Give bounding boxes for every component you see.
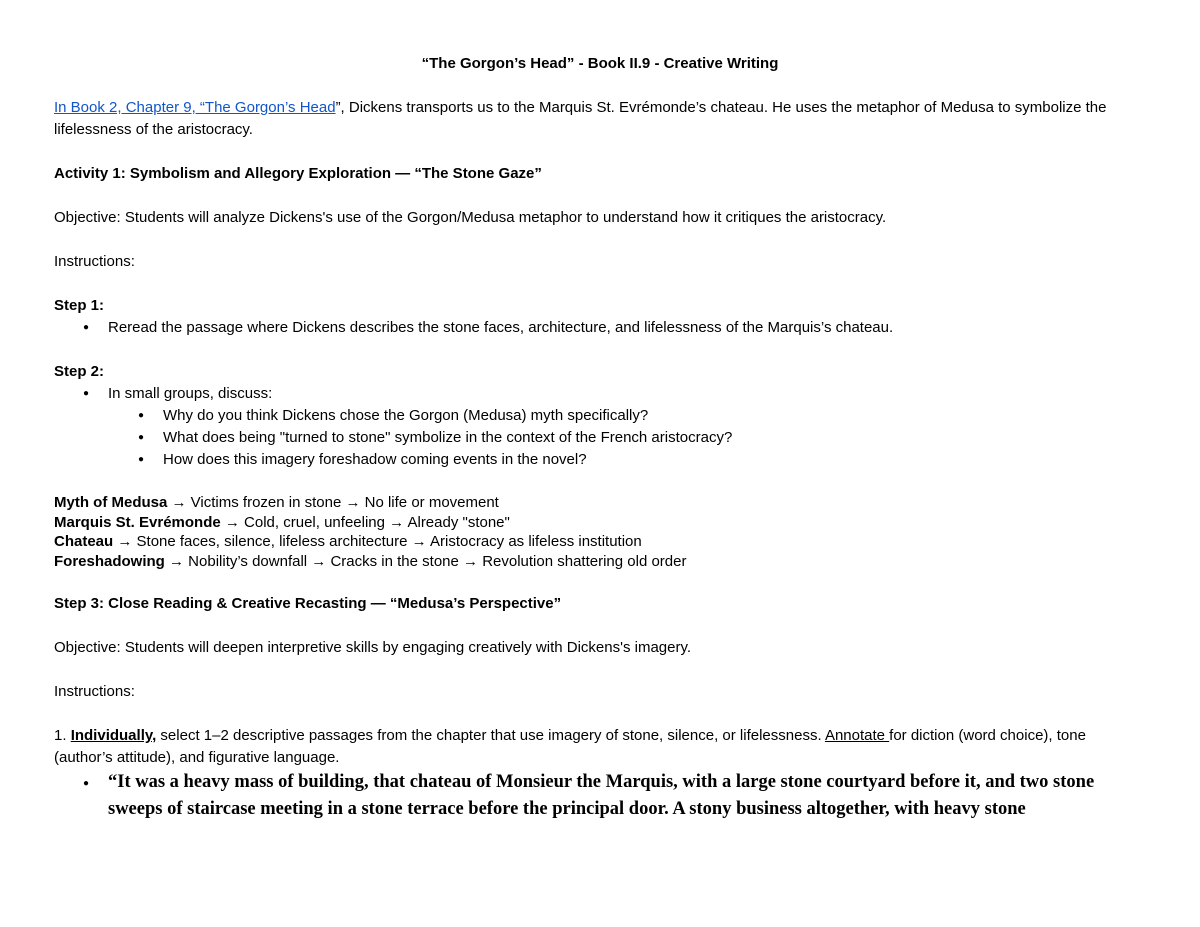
mapping-term: Marquis St. Evrémonde: [54, 513, 221, 531]
mapping-row: [54, 493, 1146, 513]
step1-label: Step 1:: [54, 297, 105, 314]
step2-sublist: [54, 405, 1146, 471]
mapping-text: → Stone faces, silence, lifeless architecture → Aristocracy as lifeless institution: [113, 533, 642, 550]
mapping-text: → Nobility’s downfall → Cracks in the stone → Revolution shattering old order: [164, 552, 687, 570]
document-page: [54, 53, 1146, 823]
annotate-emphasis: Annotate: [824, 727, 890, 744]
step2-list: [54, 383, 1146, 405]
mapping-term: Chateau: [54, 533, 114, 550]
mapping-term: Foreshadowing: [54, 552, 165, 570]
mapping-row: [54, 532, 1146, 552]
list-item: ● In small groups, discuss:: [54, 383, 1146, 405]
activity1-instructions-label: Instructions:: [54, 253, 135, 270]
mapping-term: Myth of Medusa: [54, 494, 168, 511]
mapping-row: [54, 552, 1146, 572]
list-item: ● What does being "turned to stone" symbolize in the context of the French aristocracy?: [54, 427, 1146, 449]
page-title: “The Gorgon’s Head” - Book II.9 - Creative Writing: [421, 55, 779, 72]
list-item: ● How does this imagery foreshadow coming events in the novel?: [54, 449, 1146, 471]
item-text: for diction (word choice), tone (author’s attitude), and figurative language.: [54, 727, 1086, 766]
quote-list: [54, 769, 1146, 823]
item-text: select 1–2 descriptive passages from the chapter that use imagery of stone, silence, or lifelessness.: [156, 727, 825, 744]
intro-text: ”, Dickens transports us to the Marquis St. Evrémonde’s chateau. He uses the metaphor of Medusa to symbolize the lifelessness of the aristocracy.: [54, 99, 1107, 138]
mapping-text: → Cold, cruel, unfeeling → Already "stone": [220, 513, 510, 531]
step3-instructions-label: Instructions:: [54, 683, 135, 700]
step1-list: [54, 317, 1146, 339]
symbol-mapping: [54, 493, 1146, 571]
individually-emphasis: Individually,: [70, 727, 157, 744]
mapping-row: [54, 513, 1146, 533]
quote-passage: ● “It was a heavy mass of building, that chateau of Monsieur the Marquis, with a large stone courtyard before it, and two stone sweeps of staircase meeting in a stone terrace before the principal door. A stony business altogether, with heavy stone: [54, 769, 1146, 823]
activity1-heading: Activity 1: Symbolism and Allegory Exploration — “The Stone Gaze”: [54, 165, 542, 182]
mapping-text: → Victims frozen in stone → No life or movement: [167, 494, 499, 511]
activity1-objective: Objective: Students will analyze Dickens's use of the Gorgon/Medusa metaphor to understand how it critiques the aristocracy.: [54, 209, 887, 226]
step2-label: Step 2:: [54, 363, 105, 380]
list-item: ● Reread the passage where Dickens describes the stone faces, architecture, and lifelessness of the Marquis’s chateau.: [54, 317, 1146, 339]
item-number: 1.: [54, 727, 71, 744]
intro-paragraph: [54, 97, 1146, 141]
chapter-link[interactable]: In Book 2, Chapter 9, “The Gorgon’s Head: [54, 99, 336, 116]
step3-item-1: [54, 725, 1146, 769]
step3-objective: Objective: Students will deepen interpretive skills by engaging creatively with Dickens's imagery.: [54, 639, 692, 656]
list-item: ● Why do you think Dickens chose the Gorgon (Medusa) myth specifically?: [54, 405, 1146, 427]
step3-heading: Step 3: Close Reading & Creative Recasting — “Medusa’s Perspective”: [54, 595, 562, 612]
